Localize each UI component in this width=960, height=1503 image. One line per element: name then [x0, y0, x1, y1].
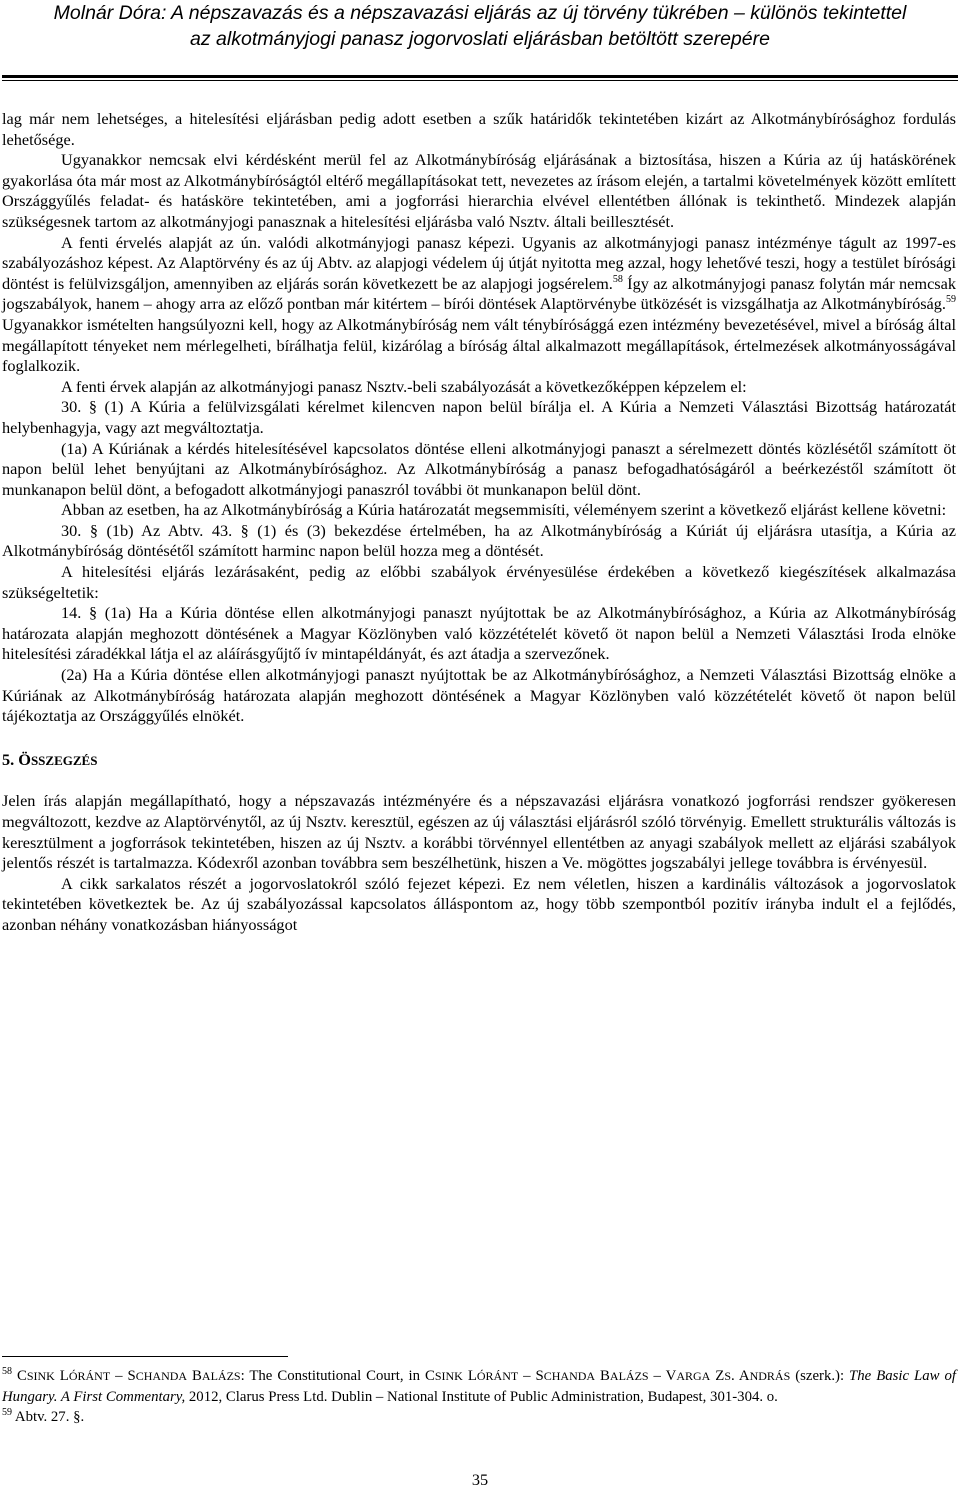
running-header	[0, 0, 960, 52]
footnote-text: (szerk.):	[790, 1368, 850, 1384]
paragraph: A cikk sarkalatos részét a jogorvoslatokról szóló fejezet képezi. Ez nem véletlen, hiszen a kardinális változások a jogorvoslatok tekintetében következtek be. Az új szabályozással kapcsolatos álláspontom az, hogy több szempontból pozitív irányba indult el a fejlődés, azonban néhány vonatkozásban hiányosságot	[2, 873, 956, 934]
footnote-book-title: The Basic Law of Hungary. A First Commentary,	[2, 1368, 956, 1405]
paragraph: (2a) Ha a Kúria döntése ellen alkotmányjogi panaszt nyújtottak be az Alkotmánybírósághoz, a Nemzeti Választási Bizottság elnöke a Kúriának az Alkotmánybíróság határozata alapján meghozott döntésének a Magyar Közlönyben való közzétételét követő öt napon belül tájékoztatja az Országgyűlés elnökét.	[2, 665, 956, 726]
paragraph-text: Így az alkotmányjogi panasz folytán már nemcsak jogszabályok, hanem – ahogy arra az előző pontban már kitértem – bírói döntések Alaptörvénybe ütközését is vizsgálhatja az Alkotmánybíróság.	[2, 273, 956, 314]
footnote-text: – S	[518, 1368, 544, 1384]
footnote-text: CHANDA	[135, 1369, 188, 1383]
footnote-text: B	[187, 1368, 202, 1384]
footnote-text: SINK	[26, 1369, 55, 1383]
footnote-text: NDRÁS	[749, 1369, 791, 1383]
footnote-ref-59[interactable]: 59	[946, 294, 956, 306]
footnote-ref-58[interactable]: 58	[612, 273, 623, 285]
section-title-rest: SSZEGZÉS	[30, 752, 98, 768]
paragraph-text: A fenti érvelés alapját az ún. valódi alkotmányjogi panasz képezi. Ugyanis az alkotmányjogi panasz intézménye tágult az 1997-es szabályozáshoz képest. Az Alaptörvény és az új Abtv. az alapjogi védelem új útját nyitotta meg azzal, hogy lehetővé teszi, hogy a testület bírósági döntést is felülvizsgáljon, amennyiben az eljárás során következett be az alapjogi jogsérelem.	[2, 232, 956, 293]
footnotes	[2, 1366, 956, 1428]
header-rule-thick	[2, 75, 958, 78]
running-header-line-2: az alkotmányjogi panasz jogorvoslati eljárásban betöltött szerepére	[190, 28, 770, 50]
page-number: 35	[471, 1470, 489, 1489]
footnote-text: ÓRÁNT	[68, 1369, 111, 1383]
footnote-text: . A	[731, 1368, 750, 1384]
paragraph	[2, 233, 956, 377]
footnote-text: – S	[110, 1368, 136, 1384]
section-title-initial: Ö	[18, 749, 31, 769]
section-heading	[2, 750, 956, 772]
footnote-text: SINK	[434, 1369, 463, 1383]
paragraph: 14. § (1a) Ha a Kúria döntése ellen alkotmányjogi panaszt nyújtottak be az Alkotmánybírósághoz, a Kúria az Alkotmánybíróság határozata alapján meghozott döntésének a Magyar Közlönyben való közzétételét követő öt napon belül a Nemzeti Választási Iroda elnöke hitelesítési záradékkal látja el az aláírásgyűjtő ív mintapéldányát, és azt átadja a szervezőnek.	[2, 603, 956, 664]
footnote-text: ARGA	[676, 1369, 711, 1383]
footnote-number: 58	[2, 1366, 12, 1377]
footnote-text: L	[462, 1368, 477, 1384]
footnote-text: – V	[648, 1368, 677, 1384]
footnote-59	[2, 1407, 956, 1428]
footnote-text: Abtv. 27. §.	[12, 1409, 85, 1426]
section-number: 5.	[2, 749, 19, 769]
footnote-text: : The Constitutional Court, in C	[240, 1368, 435, 1384]
footnote-text: L	[54, 1368, 69, 1384]
paragraph: Ugyanakkor nemcsak elvi kérdésként merül fel az Alkotmánybíróság eljárásának a biztosítása, hiszen a Kúria az új hatáskörének gyakorlása óta már most az Alkotmánybíróságtól eltérő megállapításokat tett, nevezetes az írásom elején, a tartalmi követelmények között említett Országgyűlés feladat- és hatásköre tekintetében, ami a jogforrási hierarchia elvével ellentétben állónak is tekinthető. Mindezek alapján szükségesnek tartom az alkotmányjogi panasznak a hitelesítési eljárásba való Nsztv. általi beillesztését.	[2, 150, 956, 231]
footnote-text: S	[724, 1369, 732, 1383]
paragraph: lag már nem lehetséges, a hitelesítési eljárásban pedig adott esetben a szűk határidők tekintetében kizárt az Alkotmánybírósághoz fordulás lehetősége.	[2, 109, 956, 149]
footnote-text: ALÁZS	[201, 1369, 241, 1383]
header-rule-thin	[2, 80, 958, 81]
paragraph: (1a) A Kúriának a kérdés hitelesítésével kapcsolatos döntése elleni alkotmányjogi panaszt a sérelmezett döntés közlésétől számított öt napon belül lehet benyújtani az Alkotmánybírósághoz. Az Alkotmánybíróság a panasz befogadhatóságáról a beérkezéstől számított öt munkanapon belül dönt, a befogadott alkotmányjogi panaszról további öt munkanapon belül dönt.	[2, 438, 956, 499]
footnote-separator	[2, 1356, 288, 1357]
paragraph: 30. § (1b) Az Abtv. 43. § (1) és (3) bekezdése értelmében, ha az Alkotmánybíróság a Kúriát új eljárásra utasítja, a Kúria az Alkotmánybíróság döntésétől számított harminc napon belül hozza meg a döntését.	[2, 520, 956, 561]
paragraph: 30. § (1) A Kúria a felülvizsgálati kérelmet kilencven napon belül bírálja el. A Kúria a Nemzeti Választási Bizottság határozatát helybenhagyja, vagy azt megváltoztatja.	[2, 397, 956, 437]
paragraph: A hitelesítési eljárás lezárásaként, pedig az előbbi szabályok érvényesülése érdekében a következő kiegészítések alkalmazása szükségeltetik:	[2, 562, 956, 602]
footnote-text: CHANDA	[543, 1369, 596, 1383]
footnote-text: Z	[710, 1368, 725, 1384]
paragraph-text: Ugyanakkor ismételten hangsúlyozni kell, hogy az Alkotmánybíróság nem vált ténybírósággá ezen intézmény bevezetésével, mivel a bíróság által megállapított tényeket nem mérlegelheti, bírálhatja felül, kizárólag a bíróság által alkalmazott megállapítások, értelmezések alkotmányosságával foglalkozik.	[2, 314, 956, 376]
running-header-line-1: Molnár Dóra: A népszavazás és a népszavazási eljárás az új törvény tükrében – különös tekintettel	[53, 2, 907, 24]
footnote-text: 2012, Clarus Press Ltd. Dublin – National Institute of Public Administration, Budapest, 301-304. o.	[185, 1388, 778, 1405]
footnote-text: B	[595, 1368, 610, 1384]
footnote-number: 59	[2, 1407, 12, 1419]
paragraph: Jelen írás alapján megállapítható, hogy a népszavazás intézményére és a népszavazási eljárásra vonatkozó jogforrási rendszer gyökeresen megváltozott, kezdve az Alaptörvénytől, az új Nsztv. keresztül, egészen az új választási eljárásról szóló törvényig. Emellett strukturális változás is keresztülment a jogforrások tekintetében, hiszen az új Nsztv. a korábbi törvénnyel ellentétben az anyagi szabályok mellett az eljárási szabályok jelentős részét is tartalmazza. Kódexről azonban továbbra sem beszélhetünk, hiszen a Ve. mögöttes jogszabályi jellege továbbra is érvényesül.	[2, 791, 956, 873]
paragraph: Abban az esetben, ha az Alkotmánybíróság a Kúria határozatát megsemmisíti, véleményem szerint a következő eljárást kellene követni:	[61, 500, 947, 520]
footnote-text: ÓRÁNT	[476, 1369, 519, 1383]
footnote-text: ALÁZS	[609, 1369, 649, 1383]
body-text	[2, 109, 956, 936]
footnote-text: C	[12, 1368, 27, 1384]
paragraph: A fenti érvek alapján az alkotmányjogi panasz Nsztv.-beli szabályozását a következőképpen képzelem el:	[61, 376, 747, 396]
footnote-58	[2, 1366, 956, 1407]
